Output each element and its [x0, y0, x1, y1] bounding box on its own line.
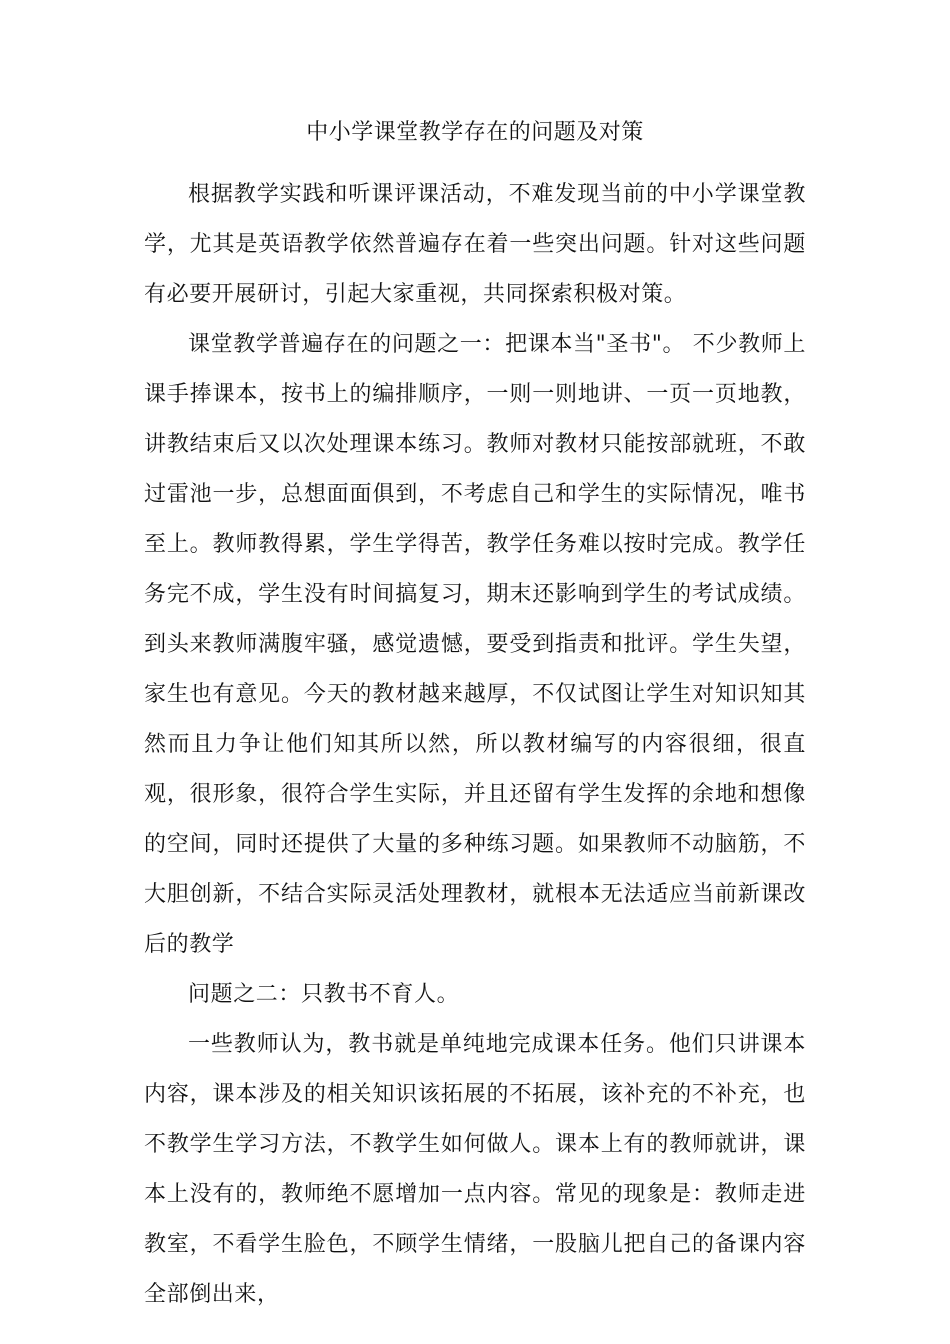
paragraph-problem-two-heading: 问题之二：只教书不育人。	[188, 982, 460, 1007]
paragraph-problem-two-body: 一些教师认为，教书就是单纯地完成课本任务。他们只讲课本内容，课本涉及的相关知识该拓展的不拓展，该补充的不补充，也不教学生学习方法，不教学生如何做人。课本上有的教师就讲，课本上没有的，教师绝不愿增加一点内容。常见的现象是：教师走进教室，不看学生脸色，不顾学生情绪，一股脑儿把自己的备课内容全部倒出来，	[144, 1032, 806, 1307]
document-title: 中小学课堂教学存在的问题及对策	[306, 120, 644, 145]
paragraph-intro: 根据教学实践和听课评课活动，不难发现当前的中小学课堂教学，尤其是英语教学依然普遍存在着一些突出问题。针对这些问题有必要开展研讨，引起大家重视，共同探索积极对策。	[144, 182, 806, 307]
paragraph-problem-one: 课堂教学普遍存在的问题之一：把课本当"圣书"。 不少教师上课手捧课本，按书上的编排顺序，一则一则地讲、一页一页地教，讲教结束后又以次处理课本练习。教师对教材只能按部就班，不敢过雷池一步，总想面面俱到，不考虑自己和学生的实际情况，唯书至上。教师教得累，学生学得苦，教学任务难以按时完成。教学任务完不成，学生没有时间搞复习，期末还影响到学生的考试成绩。到头来教师满腹牢骚，感觉遗憾，要受到指责和批评。学生失望，家生也有意见。今天的教材越来越厚，不仅试图让学生对知识知其然而且力争让他们知其所以然，所以教材编写的内容很细，很直观，很形象，很符合学生实际，并且还留有学生发挥的余地和想像的空间，同时还提供了大量的多种练习题。如果教师不动脑筋，不大胆创新，不结合实际灵活处理教材，就根本无法适应当前新课改后的教学	[144, 332, 806, 957]
document-body	[144, 170, 806, 1320]
